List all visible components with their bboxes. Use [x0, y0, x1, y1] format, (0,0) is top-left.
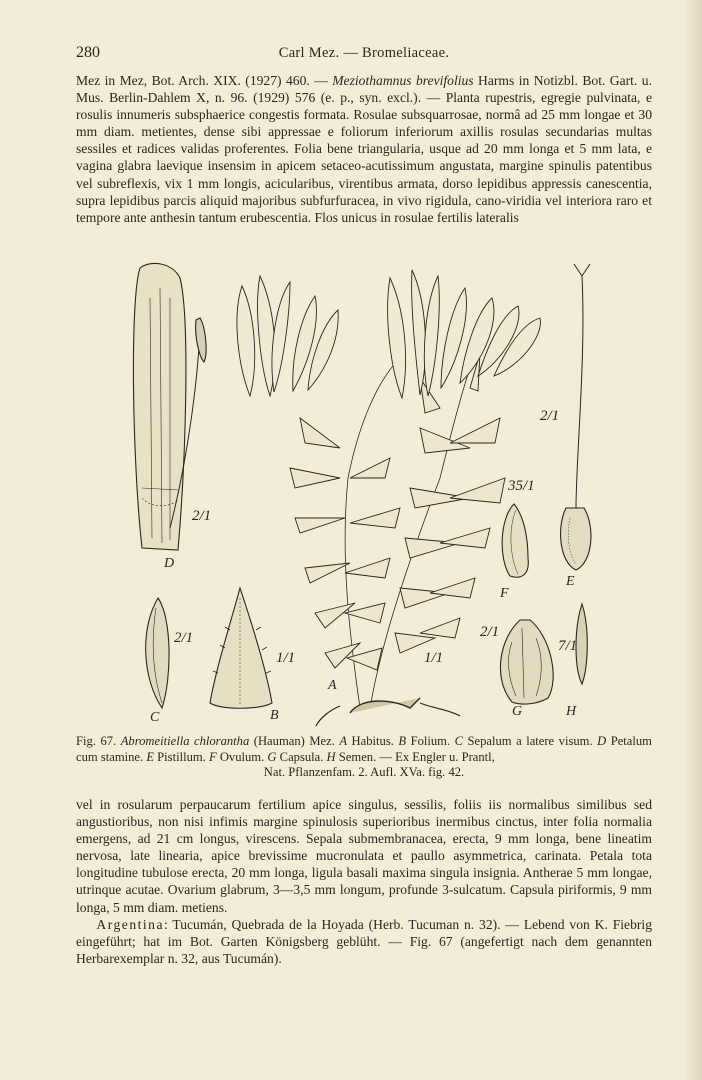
capsule-drawing [500, 620, 553, 704]
caption-text-H: Semen. — Ex Engler u. Prantl, [335, 749, 495, 764]
caption-species: Abromeitiella chlorantha [120, 734, 250, 748]
fig-label-D: D [164, 556, 175, 571]
figure-drawing [120, 258, 620, 728]
figure-caption [76, 734, 652, 781]
fig-label-E: E [566, 574, 575, 589]
para-top-part1: Mez in Mez, Bot. Arch. XIX. (1927) 460. — [76, 73, 333, 88]
botanical-figure [120, 258, 620, 728]
fig-label-F: F [500, 586, 509, 601]
scale-G: 2/1 [480, 624, 500, 640]
caption-key-C: C [454, 734, 464, 748]
petal-drawing [133, 263, 206, 550]
caption-text-A: Habitus. [347, 734, 399, 748]
caption-source: Nat. Pflanzenfam. 2. Aufl. XVa. fig. 42. [263, 765, 465, 779]
caption-key-D: D [597, 734, 607, 748]
scale-F: 35/1 [508, 478, 535, 494]
caption-fig: Fig. 67. [76, 734, 121, 748]
running-head: Carl Mez. — Bromeliaceae. [278, 45, 450, 61]
locality-text: : Tucumán, Quebrada de la Hoyada (Herb. Tucuman n. 32). — Lebend von K. Fiebrig eingeführt; hat im Bot. Garten Königsberg geblüht. — Fig. 67 (angefertigt nach dem genannten Herbarexemplar n. 32, aus Tucumán). [76, 916, 652, 966]
scale-A: 1/1 [424, 650, 444, 666]
scale-E: 2/1 [540, 408, 560, 424]
leaf-drawing [210, 588, 272, 708]
para-top-part2: Harms in Notizbl. Bot. Gart. u. Mus. Berlin-Dahlem X, n. 96. (1929) 576 (e. p., syn. excl.). — Planta rupestris, egregie pulvinata, e rosulis innumeris subsphaerice congestis formata. Rosulae subsquarrosae, normâ ad 25 mm longae et 30 mm diam. metientes, dense sibi appressae e foliorum inferiorum axillis rosulas secundarias multas sessiles et radices validas proferentes. Folia bene triangularia, usque ad 20 mm longa et 5 mm lata, e vagina glabra laevique insensim in apicem setaceo-acutissimum angustata, margine spinulis patentibus vel subreflexis, vix 1 mm longis, acicularibus, virentibus armata, dorso lepidibus appressis canescentia, supra lepidibus parcis aliquid majoribus subfurfuracea, in vivo rigidula, cano-viridia vel interiora raro et tempore ante anthesin tantum erubescentia. Flos unicus in rosulae fertilis lateralis [76, 73, 652, 225]
caption-authority: (Hauman) Mez. [249, 734, 340, 748]
caption-text-C: Sepalum a latere visum. [463, 734, 593, 748]
page-number: 280 [76, 44, 100, 61]
caption-key-A: A [339, 734, 348, 748]
scale-D: 2/1 [192, 508, 212, 524]
paragraph-bottom [76, 796, 652, 967]
locality-label: Argentina [96, 916, 165, 932]
scale-B: 1/1 [276, 650, 296, 666]
paragraph-top [76, 72, 652, 226]
fig-label-G: G [512, 704, 523, 719]
caption-text-E: Pistillum. [154, 749, 209, 764]
scale-H: 7/1 [558, 638, 578, 654]
pistil-drawing [561, 264, 591, 570]
caption-text-B: Folium. [406, 734, 455, 748]
scale-C: 2/1 [174, 630, 194, 646]
ovule-drawing [502, 504, 528, 577]
caption-key-E: E [146, 749, 155, 764]
caption-key-H: H [326, 749, 336, 764]
para-bottom-text: vel in rosularum perpaucarum fertilium apice singulus, sessilis, foliis iis normalibus similibus sed angustioribus, non nisi infimis margine spinulosis superioribus inermibus cinctus, inter folia normalia emergens, ad 21 cm longus, virescens. Sepala submembranacea, erecta, 9 mm longa, bene lineatim nervosa, late linearia, apice brevissime mucronulata et paullo asymmetrica, carinata. Petala tota longitudine tubulose erecta, 20 mm longa, ligula basali maxima singula insignia. Antherae 5 mm longae, utrinque acutae. Ovarium glabrum, 3—3,5 mm longum, profunde 3-sulcatum. Capsula piriformis, 9 mm longa, 5 mm diam. metiens. [76, 797, 652, 915]
fig-label-C: C [150, 710, 160, 725]
fig-label-B: B [270, 708, 279, 723]
caption-key-F: F [208, 749, 217, 764]
fig-label-A: A [328, 678, 337, 693]
page-header [76, 44, 652, 64]
caption-key-B: B [398, 734, 407, 748]
caption-key-G: G [267, 749, 277, 764]
fig-label-H: H [566, 704, 577, 719]
para-top-taxon: Meziothamnus brevifolius [332, 73, 474, 88]
sepal-drawing [146, 598, 169, 708]
caption-text-G: Capsula. [276, 749, 327, 764]
seed-drawing [576, 604, 587, 684]
caption-text-F: Ovulum. [216, 749, 268, 764]
page-edge-shadow [684, 0, 702, 1080]
caption-text-D: Petalum cum stamine. [76, 734, 652, 764]
